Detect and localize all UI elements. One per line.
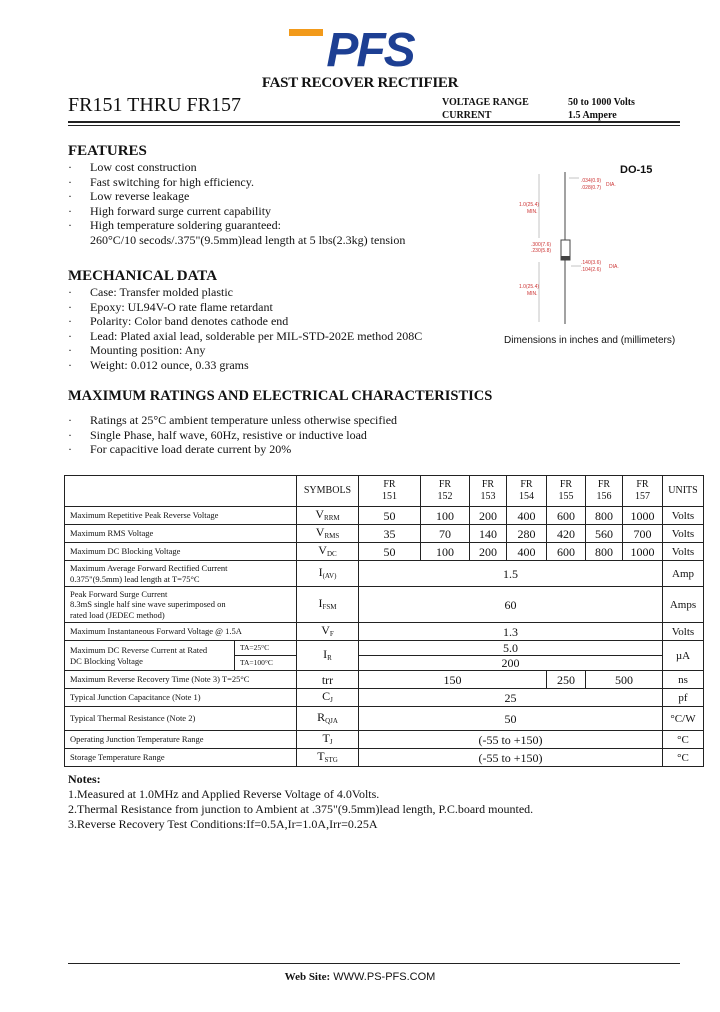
table-row: Maximum Repetitive Peak Reverse Voltage $V_{RRM}$ 50 100 200 400 600 800 1000 Volts	[65, 507, 704, 525]
list-item: · Low cost construction	[68, 160, 197, 174]
dim-length-top: 1.0(25.4)	[519, 202, 540, 208]
features-list	[68, 160, 405, 248]
mechanical-list	[68, 285, 422, 373]
table-row: Maximum Instantaneous Forward Voltage @ 1.5A $V_F$ 1.3 Volts	[65, 623, 704, 641]
list-item: · Ratings at 25°C ambient temperature unless otherwise specified	[68, 413, 398, 427]
units-header: UNITS	[663, 476, 704, 507]
table-row: Typical Junction Capacitance (Note 1) $C_J$ 25 pf	[65, 689, 704, 707]
voltage-range-value: 50 to 1000 Volts	[568, 97, 635, 108]
part-title: FR151 THRU FR157	[68, 94, 242, 116]
list-item: · Weight: 0.012 ounce, 0.33 grams	[68, 357, 249, 372]
dim-body-min: .230(5.8)	[531, 248, 552, 254]
symbols-header: SYMBOLS	[297, 476, 359, 507]
notes-section	[68, 772, 533, 832]
table-row: Peak Forward Surge Current 8.3mS single half sine wave superimposed on rated load (JEDEC method) $I_{FSM}$ 60 Amps	[65, 587, 704, 623]
list-item: · Polarity: Color band denotes cathode end	[68, 314, 289, 329]
dim-body-dia-max: .140(3.6)	[581, 260, 602, 266]
ratings-heading: MAXIMUM RATINGS AND ELECTRICAL CHARACTERISTICS	[68, 388, 493, 404]
dim-body-max: .300(7.6)	[531, 242, 552, 248]
svg-text:PFS: PFS	[326, 24, 414, 70]
table-row: Maximum Reverse Recovery Time (Note 3) T=25°C trr 150 250 500 ns	[65, 671, 704, 689]
dim-length-bottom: 1.0(25.4)	[519, 284, 540, 290]
list-item: · Mounting position: Any	[68, 343, 206, 358]
voltage-range-label: VOLTAGE RANGE	[442, 97, 529, 108]
current-value: 1.5 Ampere	[568, 110, 617, 121]
dimensions-note: Dimensions in inches and (millimeters)	[504, 335, 676, 346]
list-item: · Fast switching for high efficiency.	[68, 174, 254, 189]
table-row: Maximum RMS Voltage $V_{RMS}$ 35 70 140 280 420 560 700 Volts	[65, 525, 704, 543]
list-item: · High temperature soldering guaranteed:	[68, 218, 281, 233]
ratings-conditions-list	[68, 413, 397, 457]
part-header: FR 152	[421, 476, 470, 507]
mechanical-heading: MECHANICAL DATA	[68, 268, 218, 284]
table-row: Operating Junction Temperature Range $T_J$ (-55 to +150) °C	[65, 731, 704, 749]
header-divider	[68, 121, 680, 123]
notes-heading: Notes:	[68, 772, 101, 786]
ratings-table	[64, 475, 704, 767]
note-item: 3.Reverse Recovery Test Conditions:If=0.5A,Ir=1.0A,Irr=0.25A	[68, 817, 378, 831]
dim-body-dia: DIA.	[609, 264, 619, 270]
table-row: Maximum DC Blocking Voltage $V_{DC}$ 50 100 200 400 600 800 1000 Volts	[65, 543, 704, 561]
dim-lead-min: .028(0.7)	[581, 185, 602, 191]
note-item: 1.Measured at 1.0MHz and Applied Reverse Voltage of 4.0Volts.	[68, 787, 380, 801]
features-heading: FEATURES	[68, 143, 147, 159]
list-item: · Epoxy: UL94V-O rate flame retardant	[68, 299, 273, 314]
list-item: · Low reverse leakage	[68, 189, 190, 204]
list-item: · Case: Transfer molded plastic	[68, 285, 233, 299]
list-item: · Lead: Plated axial lead, solderable per MIL-STD-202E method 208C	[68, 328, 423, 343]
dim-length-top-min: MIN.	[527, 209, 538, 215]
part-header: FR 157	[623, 476, 663, 507]
dim-length-bottom-min: MIN.	[527, 291, 538, 297]
dim-body-dia-min: .104(2.6)	[581, 267, 602, 273]
table-row: Typical Thermal Resistance (Note 2) $R_{QJA}$ 50 °C/W	[65, 707, 704, 731]
footer-website	[0, 971, 720, 983]
part-header: FR 156	[586, 476, 623, 507]
pfs-logo	[285, 24, 455, 70]
footer-divider	[68, 963, 680, 964]
part-header: FR 153	[470, 476, 507, 507]
part-header: FR 151	[359, 476, 421, 507]
part-header: FR 154	[507, 476, 547, 507]
table-row: Storage Temperature Range $T_{STG}$ (-55 to +150) °C	[65, 749, 704, 767]
header-divider-thin	[68, 125, 680, 126]
part-header: FR 155	[547, 476, 586, 507]
table-row: TA=100°C 200	[65, 656, 704, 671]
table-row: Maximum Average Forward Rectified Current 0.375"(9.5mm) lead length at T=75°C $I_{(AV)}$ 1.5 Amp	[65, 561, 704, 587]
package-label: DO-15	[620, 164, 653, 176]
current-label: CURRENT	[442, 110, 492, 121]
dim-lead-max: .034(0.9)	[581, 178, 602, 184]
dim-lead-dia: DIA.	[606, 182, 616, 188]
list-item: · High forward surge current capability	[68, 203, 272, 218]
do15-package-diagram	[505, 172, 635, 332]
list-item: 260°C/10 secods/.375"(9.5mm)lead length at 5 lbs(2.3kg) tension	[90, 232, 406, 247]
table-header-row	[65, 476, 704, 507]
website-label: Web Site:	[284, 971, 331, 983]
list-item: · For capacitive load derate current by 20%	[68, 442, 292, 457]
list-item: · Single Phase, half wave, 60Hz, resistive or inductive load	[68, 427, 367, 442]
website-url[interactable]: WWW.PS-PFS.COM	[333, 971, 436, 983]
note-item: 2.Thermal Resistance from junction to Ambient at .375"(9.5mm)lead length, P.C.board mounted.	[68, 802, 534, 816]
document-subtitle: FAST RECOVER RECTIFIER	[261, 75, 459, 91]
table-row: Maximum DC Reverse Current at Rated DC Blocking Voltage TA=25°C $I_R$ 5.0 µA	[65, 641, 704, 656]
